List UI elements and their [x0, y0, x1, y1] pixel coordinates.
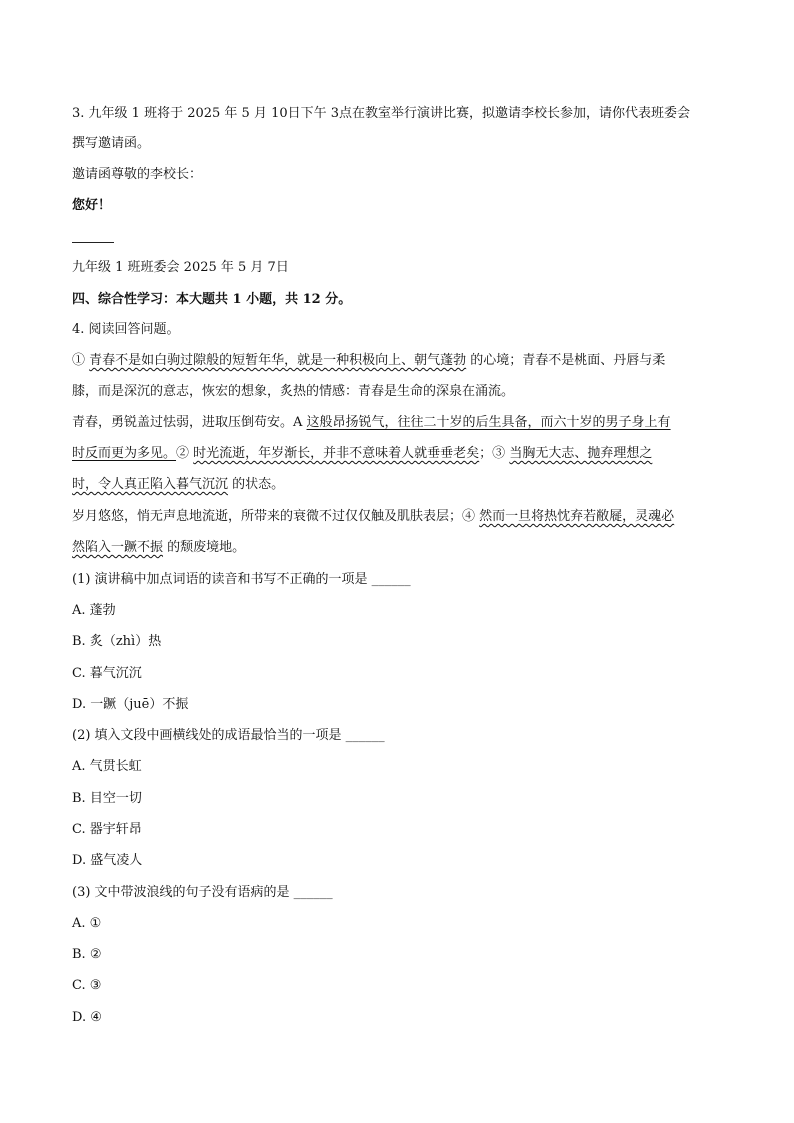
question-1-option-d: D. 一蹶（juē）不振 — [72, 697, 189, 712]
circle-number: ；③ — [479, 446, 510, 461]
question-3-option-c: C. ③ — [72, 978, 102, 993]
question-3-option-b: B. ② — [72, 947, 102, 962]
question-3-stem: (3) 文中带波浪线的句子没有语病的是 ______ — [72, 885, 333, 900]
question-3-option-a: A. ① — [72, 916, 102, 931]
q4-title: 4. 阅读回答问题。 — [72, 322, 180, 337]
question-2-option-c: C. 器宇轩昂 — [72, 822, 142, 837]
wavy-sentence-3-end: 时，令人真正陷入暮气沉沉 — [72, 477, 229, 492]
passage-text: 青春，勇锐盖过怯弱，进取压倒苟安。A — [72, 415, 307, 430]
wavy-sentence-4-end: 然陷入一蹶不振 — [72, 540, 164, 555]
question-1-option-b: B. 炙（zhì）热 — [72, 634, 162, 649]
passage-p3-line2 — [72, 538, 726, 558]
passage-text: 的状态。 — [228, 477, 285, 492]
answer-blank-line — [72, 242, 114, 243]
wavy-sentence-3: 当胸无大志、抛弃理想之 — [509, 446, 653, 461]
section-heading: 四、综合性学习：本大题共 1 小题，共 12 分。 — [72, 292, 352, 307]
wavy-sentence-2: 时光流逝，年岁渐长，并非不意味着人就垂垂老矣 — [193, 446, 480, 461]
passage-p3-line1 — [72, 507, 726, 527]
passage-p1-line1 — [72, 351, 726, 371]
passage-p1-line2: 膝，而是深沉的意志，恢宏的想象，炙热的情感：青春是生命的深泉在涌流。 — [72, 384, 515, 399]
underlined-sentence-a: 这般昂扬锐气，往往二十岁的后生具备，而六十岁的男子身上有 — [306, 415, 671, 430]
question-1-option-a: A. 蓬勃 — [72, 603, 116, 618]
question-2-option-b: B. 目空一切 — [72, 791, 142, 806]
passage-p2-line1 — [72, 413, 726, 433]
letter-greeting: 邀请函尊敬的李校长： — [72, 167, 203, 182]
q3-prompt-line2: 撰写邀请函。 — [72, 136, 151, 151]
question-2-stem: (2) 填入文段中画横线处的成语最恰当的一项是 ______ — [72, 728, 385, 743]
passage-p2-line2 — [72, 444, 726, 464]
passage-text: 岁月悠悠，悄无声息地流逝，所带来的衰微不过仅仅触及肌肤表层；④ — [72, 509, 480, 524]
question-2-option-a: A. 气贯长虹 — [72, 759, 142, 774]
passage-text: 的心境；青春不是桃面、丹唇与柔 — [466, 353, 666, 368]
letter-signature: 九年级 1 班班委会 2025 年 5 月 7日 — [72, 260, 289, 275]
circle-number: ② — [176, 446, 194, 461]
passage-p2-line3 — [72, 475, 726, 495]
wavy-sentence-4: 然而一旦将热忱弃若敝屣，灵魂必 — [479, 509, 675, 524]
passage-text: 的颓废境地。 — [163, 540, 246, 555]
underlined-sentence-a-end: 时反而更为多见。 — [72, 446, 177, 461]
letter-hello: 您好！ — [72, 198, 112, 213]
wavy-sentence-1: 青春不是如白驹过隙般的短暂年华，就是一种积极向上、朝气蓬勃 — [89, 353, 467, 368]
circle-number: ① — [72, 353, 90, 368]
question-1-stem: (1) 演讲稿中加点词语的读音和书写不正确的一项是 ______ — [72, 572, 411, 587]
q3-prompt-line1: 3. 九年级 1 班将于 2025 年 5 月 10日下午 3点在教室举行演讲比赛，拟邀请李校长参加，请你代表班委会 — [72, 106, 691, 121]
question-1-option-c: C. 暮气沉沉 — [72, 666, 142, 681]
question-2-option-d: D. 盛气凌人 — [72, 853, 143, 868]
question-3-option-d: D. ④ — [72, 1010, 102, 1025]
